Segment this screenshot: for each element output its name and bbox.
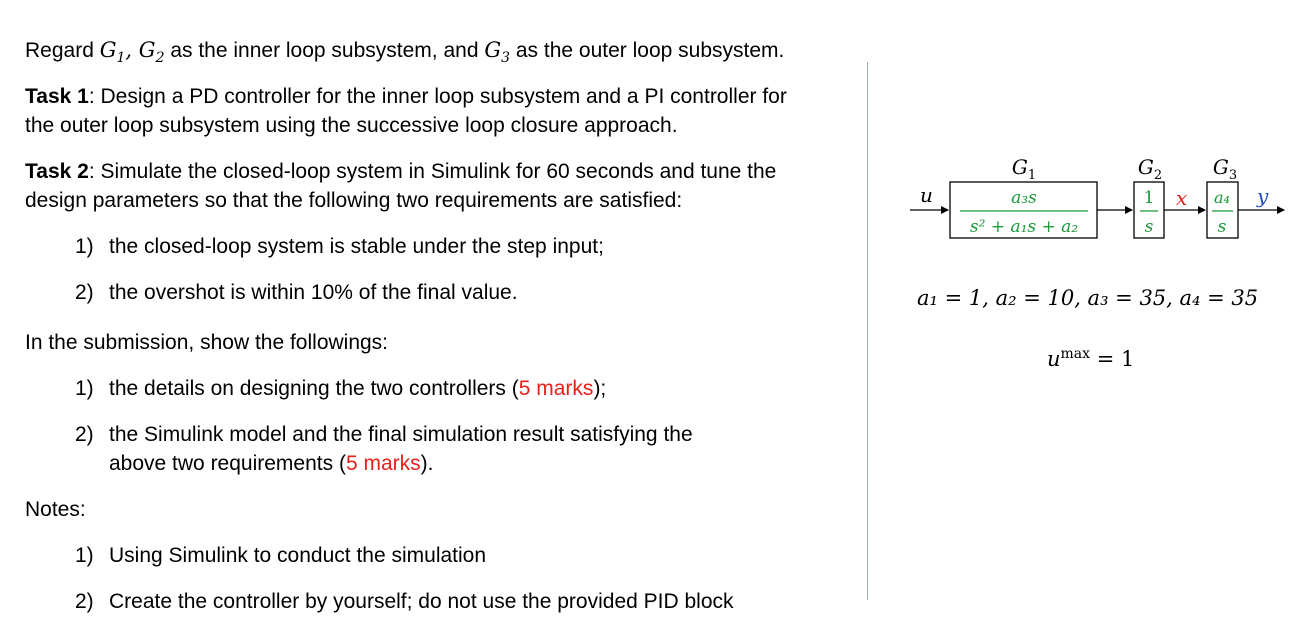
note-item bbox=[75, 588, 734, 616]
marks-label: 5 marks bbox=[345, 452, 421, 475]
requirement-text: the overshot is within 10% of the final value. bbox=[109, 281, 518, 304]
list-number: 1) bbox=[75, 377, 94, 400]
block-diagram bbox=[900, 150, 1290, 250]
intermediate-label: x bbox=[1176, 186, 1188, 210]
g2-denominator: s bbox=[1144, 217, 1154, 237]
g1-block-title: $G_1$ bbox=[1011, 155, 1037, 183]
input-limit bbox=[1047, 346, 1134, 371]
g2-symbol: $G_2$ bbox=[138, 38, 165, 67]
note-item bbox=[75, 542, 486, 570]
g3-symbol: $G_3$ bbox=[484, 38, 511, 67]
marks-label: 5 marks bbox=[518, 377, 594, 400]
task2-label: Task 2 bbox=[25, 160, 89, 183]
task1-label: Task 1 bbox=[25, 85, 89, 108]
submission-intro: In the submission, show the followings: bbox=[25, 331, 389, 354]
separator: , bbox=[125, 38, 139, 62]
task1-text: : Design a PD controller for the inner loop subsystem and a PI controller for bbox=[88, 85, 787, 108]
u-value: = 1 bbox=[1090, 347, 1135, 371]
submission-item-cont: above two requirements (5 marks). bbox=[109, 452, 434, 475]
intro-line bbox=[25, 36, 784, 72]
note-text: Create the controller by yourself; do not use the provided PID block bbox=[109, 590, 734, 613]
requirement-item bbox=[75, 279, 518, 307]
input-label: u bbox=[920, 183, 933, 207]
requirement-item bbox=[75, 233, 604, 261]
task2-line2: design parameters so that the following two requirements are satisfied: bbox=[25, 189, 683, 212]
g2-block-title: $G_2$ bbox=[1137, 155, 1163, 183]
list-number: 2) bbox=[75, 281, 94, 304]
g3-denominator: s bbox=[1217, 217, 1227, 237]
list-number: 2) bbox=[75, 590, 94, 613]
submission-item: 1) the details on designing the two controllers (5 marks); bbox=[75, 375, 606, 403]
output-label: y bbox=[1257, 184, 1269, 208]
notes-label: Notes: bbox=[25, 498, 86, 521]
intro-text-1: Regard bbox=[25, 39, 100, 62]
list-number: 1) bbox=[75, 544, 94, 567]
intro-text-2: as the inner loop subsystem, and bbox=[164, 39, 485, 62]
task1-line2: the outer loop subsystem using the successive loop closure approach. bbox=[25, 114, 678, 137]
g3-block-title: $G_3$ bbox=[1212, 155, 1238, 183]
intro-text-3: as the outer loop subsystem. bbox=[510, 39, 785, 62]
submission-item: 2) the Simulink model and the final simulation result satisfying the bbox=[75, 421, 693, 449]
column-divider bbox=[867, 62, 868, 600]
requirement-text: the closed-loop system is stable under the step input; bbox=[109, 235, 604, 258]
task2-line1 bbox=[25, 158, 776, 186]
g1-denominator: s² + a₁s + a₂ bbox=[969, 217, 1079, 237]
list-number: 2) bbox=[75, 423, 94, 446]
u-superscript: max bbox=[1060, 346, 1091, 362]
g1-numerator: a₃s bbox=[1011, 188, 1037, 208]
note-text: Using Simulink to conduct the simulation bbox=[109, 544, 487, 567]
task1-line1 bbox=[25, 83, 787, 111]
u-symbol: u bbox=[1047, 347, 1061, 371]
parameter-values: a₁ = 1, a₂ = 10, a₃ = 35, a₄ = 35 bbox=[917, 286, 1259, 310]
g1-symbol: $G_1$ bbox=[99, 38, 126, 67]
g3-numerator: a₄ bbox=[1214, 188, 1230, 207]
g2-numerator: 1 bbox=[1143, 188, 1155, 208]
list-number: 1) bbox=[75, 235, 94, 258]
task2-text: : Simulate the closed-loop system in Simulink for 60 seconds and tune the bbox=[88, 160, 777, 183]
